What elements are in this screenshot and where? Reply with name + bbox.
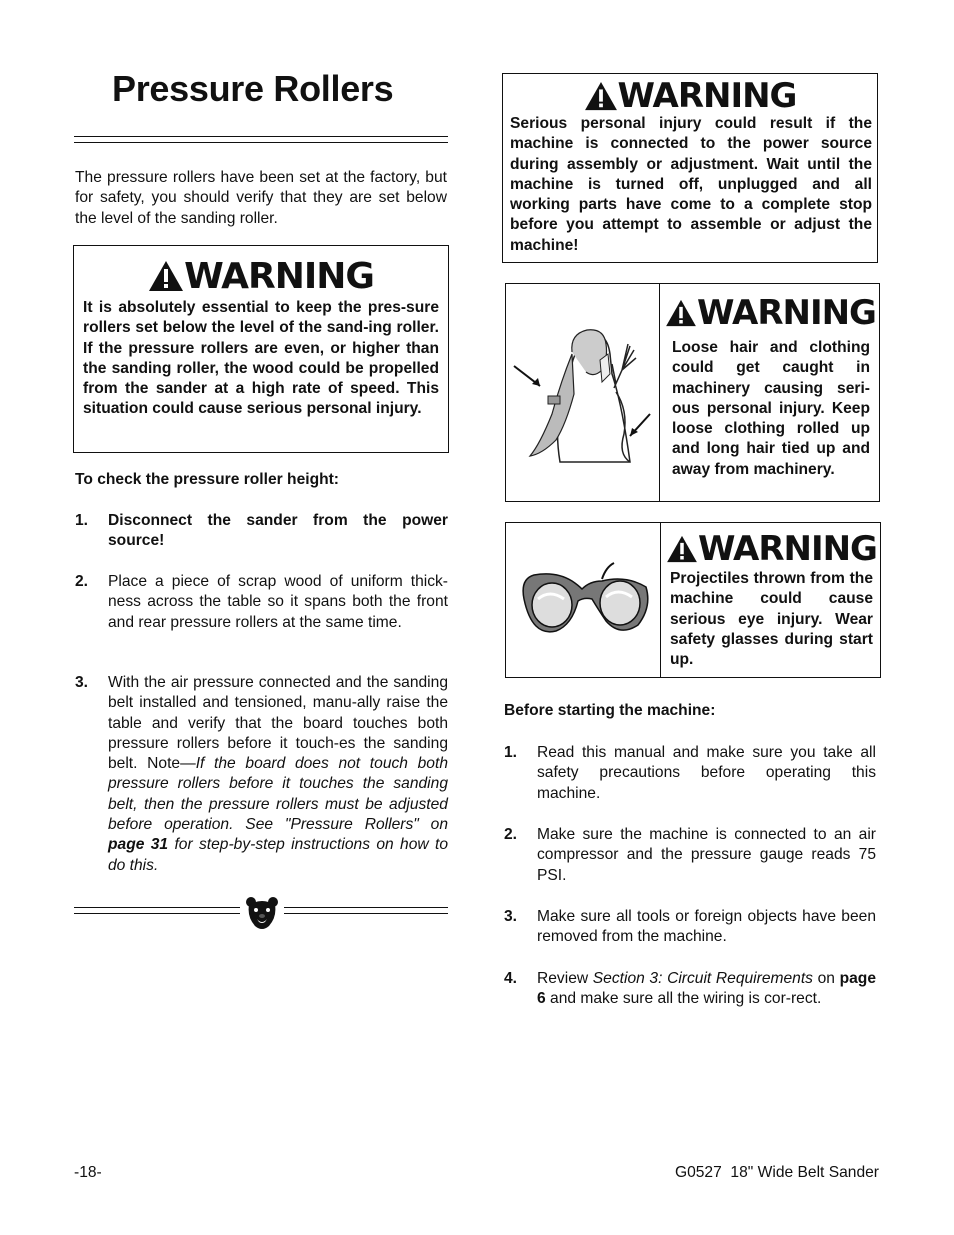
step-text-a: Review	[537, 970, 593, 987]
before-step-2	[504, 825, 876, 887]
warning-box-rollers	[73, 245, 449, 453]
before-step-1	[504, 743, 876, 805]
check-step-2	[75, 572, 448, 654]
step-number: 4.	[504, 970, 518, 987]
bear-logo-icon	[243, 895, 281, 933]
warning-text-power: Serious personal injury could result if the machine is connected to the power source during assembly or adjustment. Wait until the machine is turned off, unplugged and all working parts have come to a complete stop before you attempt to assemble or adjust the machine!	[510, 115, 872, 254]
panel-divider	[659, 284, 660, 501]
warning-text-hair: Loose hair and clothing could get caught in machinery causing seri-ous personal injury. Keep loose clothing rolled up and long hair tied up and away from machinery.	[672, 339, 870, 478]
step-text-italic: If the board does not touch both pressure rollers before it touches the sanding belt, then the pressure rollers must be adjusted before operation. See "Pressure Rollers" on	[108, 755, 448, 834]
warning-header	[663, 529, 880, 569]
check-step-1	[75, 511, 448, 553]
step-text	[108, 673, 448, 876]
section-reference: Section 3: Circuit Requirements	[592, 970, 813, 987]
step-number: 2.	[504, 826, 518, 843]
step-text-b: on	[812, 970, 840, 987]
model-name: G0527 18" Wide Belt Sander	[674, 1164, 879, 1181]
check-step-3	[75, 673, 448, 878]
warning-text-rollers: It is absolutely essential to keep the pres-sure rollers set below the level of the sand-ing roller. If the pressure rollers are even, or higher than the sanding roller, the wood could be propelled from the sander at a high rate of speed. This situation could cause serious personal injury.	[83, 299, 439, 418]
step-text: Place a piece of scrap wood of uniform thick-ness across the table so it spans both the front and rear pressure rollers at the same time.	[108, 573, 448, 631]
warning-label: WARNING	[697, 293, 876, 333]
warning-box-glasses	[505, 522, 881, 678]
panel-divider	[660, 523, 661, 677]
step-number: 1.	[75, 512, 89, 529]
page-reference: page 6	[537, 970, 876, 1008]
warning-triangle-icon	[148, 260, 184, 292]
warning-label: WARNING	[617, 76, 797, 116]
intro-paragraph: The pressure rollers have been set at the factory, but for safety, you should verify that they are set below the level of the sanding roller.	[75, 169, 447, 227]
warning-header	[503, 76, 877, 116]
warning-header	[662, 292, 879, 334]
step-text-c: and make sure all the wiring is cor-rect.	[545, 990, 822, 1008]
warning-label: WARNING	[184, 255, 374, 297]
before-heading: Before starting the machine:	[504, 702, 716, 719]
step-text-plain: With the air pressure connected and the sanding belt installed and tensioned, manu-ally raise the table and verify that the board touches both pressure rollers before it touch-es the sanding belt. Note—	[108, 674, 448, 773]
warning-text-glasses: Projectiles thrown from the machine could cause serious eye injury. Wear safety glasses during start up.	[670, 570, 873, 669]
warning-triangle-icon	[665, 299, 697, 327]
step-text: Read this manual and make sure you take all safety precautions before operating this machine.	[537, 744, 876, 802]
step-text: Make sure the machine is connected to an air compressor and the pressure gauge reads 75 PSI.	[537, 826, 876, 884]
safety-glasses-illustration	[516, 559, 654, 643]
check-heading: To check the pressure roller height:	[75, 471, 340, 488]
before-step-4	[504, 969, 876, 1031]
page-number: -18-	[74, 1164, 102, 1181]
step-text-italic-end: for step-by-step instructions on how to do this.	[108, 836, 448, 874]
warning-label: WARNING	[698, 529, 877, 569]
loose-hair-illustration	[512, 314, 654, 474]
before-step-3	[504, 907, 876, 949]
page-title: Pressure Rollers	[112, 68, 394, 109]
warning-box-hair	[505, 283, 880, 502]
page-reference: page 31	[108, 836, 169, 854]
title-divider	[74, 136, 448, 143]
warning-triangle-icon	[584, 81, 618, 111]
step-number: 1.	[504, 744, 518, 761]
bear-divider-left	[74, 907, 240, 914]
step-text: Disconnect the sander from the power source!	[108, 512, 448, 550]
step-number: 3.	[504, 908, 518, 925]
bear-divider-right	[284, 907, 448, 914]
warning-triangle-icon	[666, 535, 698, 563]
step-number: 2.	[75, 573, 89, 590]
step-text: Make sure all tools or foreign objects have been removed from the machine.	[537, 908, 876, 946]
warning-header	[74, 254, 448, 298]
step-text	[537, 969, 876, 1010]
step-number: 3.	[75, 674, 89, 691]
warning-box-power	[502, 73, 878, 263]
